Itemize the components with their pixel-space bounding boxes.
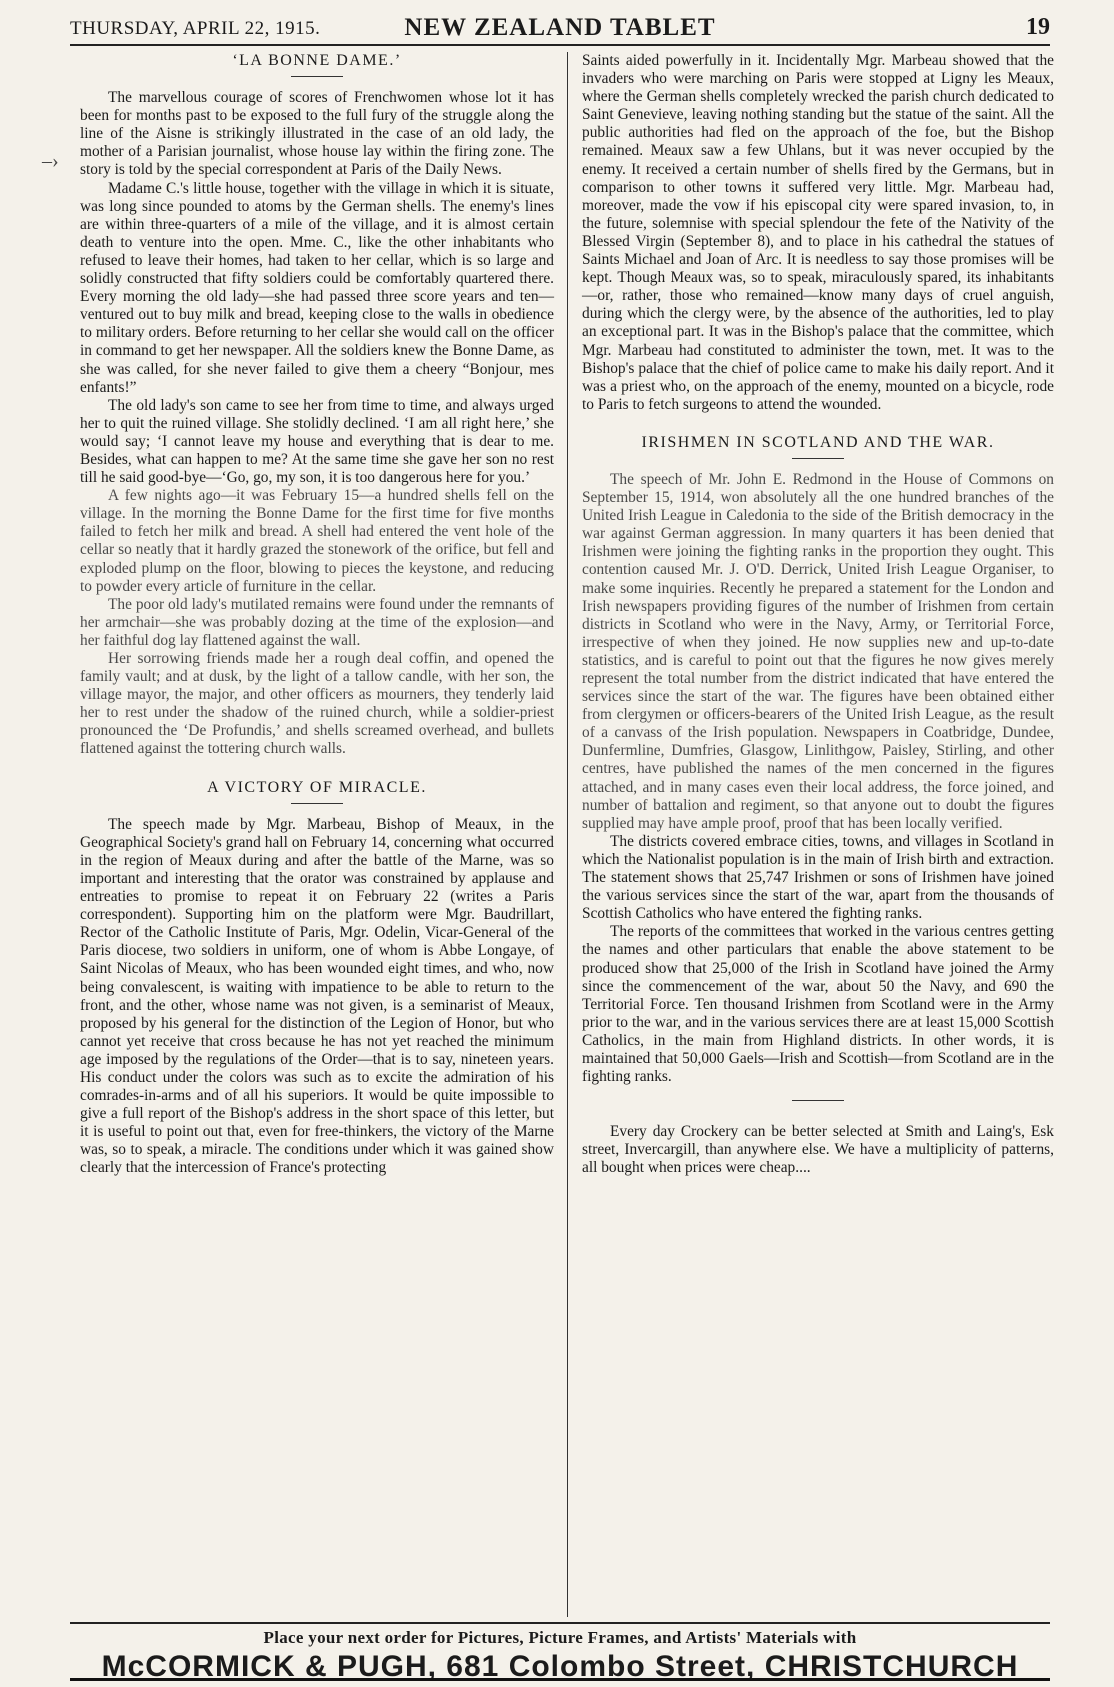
- footer-advert: [70, 1628, 1050, 1680]
- advertisement: Every day Crockery can be better selected at Smith and Laing's, Esk street, Invercargill, than anywhere else. We have a multiplicity of patterns, all bought when prices were cheap....: [582, 1123, 1054, 1177]
- footer-bottom-rule: [70, 1678, 1050, 1681]
- article-paragraph: The districts covered embrace cities, towns, and villages in Scotland in which the Nationalist population is in the main of Irish birth and extraction. The statement shows that 25,747 Irishmen or sons of Irishmen have joined the various services since the start of the war, apart from the thousands of Scottish Catholics who have entered the fighting ranks.: [582, 832, 1054, 923]
- article-title-irishmen-in-scotland: IRISHMEN IN SCOTLAND AND THE WAR.: [641, 433, 995, 451]
- article-paragraph: The marvellous courage of scores of Frenchwomen whose lot it has been for months past to be exposed to the full fury of the struggle along the line of the Aisne is strikingly illustrated in the case of an old lady, the mother of a Parisian journalist, whose house lay within the firing zone. The story is told by the special correspondent at Paris of the Daily News.: [80, 89, 554, 179]
- newspaper-title: NEW ZEALAND TABLET: [404, 14, 716, 41]
- article-paragraph: Madame C.'s little house, together with the village in which it is situate, was long since pounded to atoms by the German shells. The enemy's lines are within three-quarters of a mile of the village, and it is almost certain death to venture into the open. Mme. C., like the other inhabitants who refused to leave their homes, had taken to her cellar, which is so large and solidly constructed that fifty soldiers could be comfortably quartered there. Every morning the old lady—she had passed three score years and ten—ventured out to buy milk and bread, keeping close to the walls in obedience to military orders. Before returning to her cellar she would call on the officer in command to get her newspaper. All the soldiers knew the Bonne Dame, as she was called, for she never failed to give them a cheery “Bonjour, mes enfants!”: [80, 179, 554, 396]
- article-paragraph: The speech made by Mgr. Marbeau, Bishop of Meaux, in the Geographical Society's grand hall on February 14, concerning what occurred in the region of Meaux during and after the battle of the Marne, was so important and interesting that the orator was constrained by applause and entreaties to promise to repeat it on February 22 (writes a Paris correspondent). Supporting him on the platform were Mgr. Baudrillart, Rector of the Catholic Institute of Paris, Mgr. Odelin, Vicar-General of the Paris diocese, two soldiers in uniform, one of whom is Abbe Longaye, of Saint Nicolas of Meaux, who has been wounded eight times, and who, now being convalescent, is waiting with impatience to be able to return to the front, and the other, whose name was not given, is a seminarist of Meaux, proposed by his general for the distinction of the Legion of Honor, but who cannot yet receive that cross because he has not yet reached the minimum age imposed by the regulations of the Order—that is to say, nineteen years. His conduct under the colors was such as to excite the admiration of his comrades-in-arms and of all his superiors. It would be quite impossible to give a full report of the Bishop's address in the short space of this letter, but it is useful to point out that, even for free-thinkers, the victory of the Marne was, so to speak, a miracle. The conditions under which it was gained show clearly that the intercession of France's protecting: [80, 815, 554, 1177]
- footer-rule: [70, 1622, 1050, 1624]
- article-paragraph: The old lady's son came to see her from time to time, and always urged her to quit the ruined village. She stolidly declined. ‘I am all right here,’ she would say; ‘I cannot leave my house and everything that is dear to me. Besides, what can happen to me? At the same time she gave her son no rest till he said good-bye—‘Go, go, my son, it is too dangerous here for you.’: [80, 396, 554, 487]
- article-paragraph: The poor old lady's mutilated remains were found under the remnants of her armchair—she was probably dozing at the time of the explosion—and her faithful dog lay flattened against the wall.: [80, 595, 554, 649]
- left-column: [80, 52, 554, 1178]
- margin-mark: –›: [42, 150, 59, 172]
- article-paragraph: A few nights ago—it was February 15—a hundred shells fell on the village. In the morning the Bonne Dame for the first time for five months failed to fetch her milk and bread. A shell had entered the vent hole of the cellar so neatly that it hardly grazed the stonework of the orifice, but fell and exploded plump on the floor, blowing to pieces the keystone, and reducing to powder every article of furniture in the cellar.: [80, 487, 554, 595]
- article-title-la-bonne-dame: ‘LA BONNE DAME.’: [232, 52, 402, 69]
- column-divider: [567, 52, 568, 1617]
- page-number: 19: [1026, 14, 1050, 40]
- advert-rule: [792, 1100, 844, 1101]
- title-rule: [792, 458, 844, 459]
- article-paragraph: The speech of Mr. John E. Redmond in the House of Commons on September 15, 1914, won absolutely all the one hundred branches of the United Irish League in Caledonia to the side of the British democracy in the war against German aggression. In many quarters it has been denied that Irishmen were joining the fighting ranks in the proportion they ought. This contention caused Mr. J. O'D. Derrick, United Irish League Organiser, to make some inquiries. Recently he prepared a statement for the London and Irish newspapers providing figures of the number of Irishmen from certain districts in Scotland who were in the Navy, Army, or Territorial Force, irrespective of when they joined. He now supplies new and up-to-date statistics, and is careful to point out that the figures he now gives merely represent the total number from the district indicated that have entered the services since the start of the war. The figures have been obtained either from clergymen or officers-bearers of the United Irish League, as the result of a canvass of the Irish population. Newspapers in Coatbridge, Dundee, Dunfermline, Dumfries, Glasgow, Linlithgow, Paisley, Stirling, and other centres, have published the names of the men concerned in the figures attached, and in many cases even their local address, the force joined, and number of battalion and regiment, so that anyone out to doubt the figures supplied may have ample proof, proof that has been locally verified.: [582, 470, 1054, 832]
- masthead-rule: [70, 44, 1050, 46]
- article-title-victory-of-miracle: A VICTORY OF MIRACLE.: [207, 778, 427, 796]
- title-rule: [291, 803, 343, 804]
- title-rule: [291, 76, 343, 77]
- issue-date: THURSDAY, APRIL 22, 1915.: [70, 18, 321, 39]
- article-paragraph: The reports of the committees that worked in the various centres getting the names and other particulars that enable the above statement to be produced show that 25,000 of the Irish in Scotland have joined the Army since the commencement of the war, about 50 the Navy, and 690 the Territorial Force. Ten thousand Irishmen from Scotland were in the Army prior to the war, and in the various services there are at least 15,000 Scottish Catholics, in the main from Highland districts. In other words, it is maintained that 50,000 Gaels—Irish and Scottish—from Scotland are in the fighting ranks.: [582, 923, 1054, 1086]
- footer-advert-banner: McCORMICK & PUGH, 681 Colombo Street, CHRISTCHURCH: [101, 1652, 1019, 1680]
- article-paragraph: Saints aided powerfully in it. Incidentally Mgr. Marbeau showed that the invaders who were marching on Paris were stopped at Ligny les Meaux, where the German shells completely wrecked the parish church dedicated to Saint Genevieve, leaving nothing standing but the statue of the saint. All the public authorities had fled on the approach of the foe, but the Bishop remained. Meaux saw a few Uhlans, but it was never occupied by the enemy. It received a certain number of shells fired by the Germans, but in comparison to other towns it suffered very little. Mgr. Marbeau had, moreover, made the vow if his episcopal city were spared invasion, to, in the future, solemnise with special splendour the fete of the Nativity of the Blessed Virgin (September 8), and to place in his cathedral the statues of Saints Michael and Joan of Arc. It is needless to say those promises will be kept. Though Meaux was, so to speak, miraculously spared, its inhabitants—or, rather, those who remained—know many days of cruel anguish, during which the clergy were, by the absence of the authorities, led to play an exceptional part. It was in the Bishop's palace that the committee, which Mgr. Marbeau had constituted to administer the town, met. It was to the Bishop's palace that the chief of police came to make his daily report. And it was a priest who, on the approach of the enemy, mounted on a bicycle, rode to Paris to fetch surgeons to attend the wounded.: [582, 52, 1054, 413]
- right-column: [582, 52, 1054, 1177]
- masthead: [70, 14, 1050, 44]
- article-paragraph: Her sorrowing friends made her a rough deal coffin, and opened the family vault; and at dusk, by the light of a tallow candle, with her son, the village mayor, the major, and other officers as mourners, they tenderly laid her to rest under the shadow of the ruined church, while a soldier-priest pronounced the ‘De Profundis,’ and shells screamed overhead, and bullets flattened against the tottering church walls.: [80, 650, 554, 758]
- footer-advert-line: Place your next order for Pictures, Picture Frames, and Artists' Materials with: [263, 1628, 857, 1647]
